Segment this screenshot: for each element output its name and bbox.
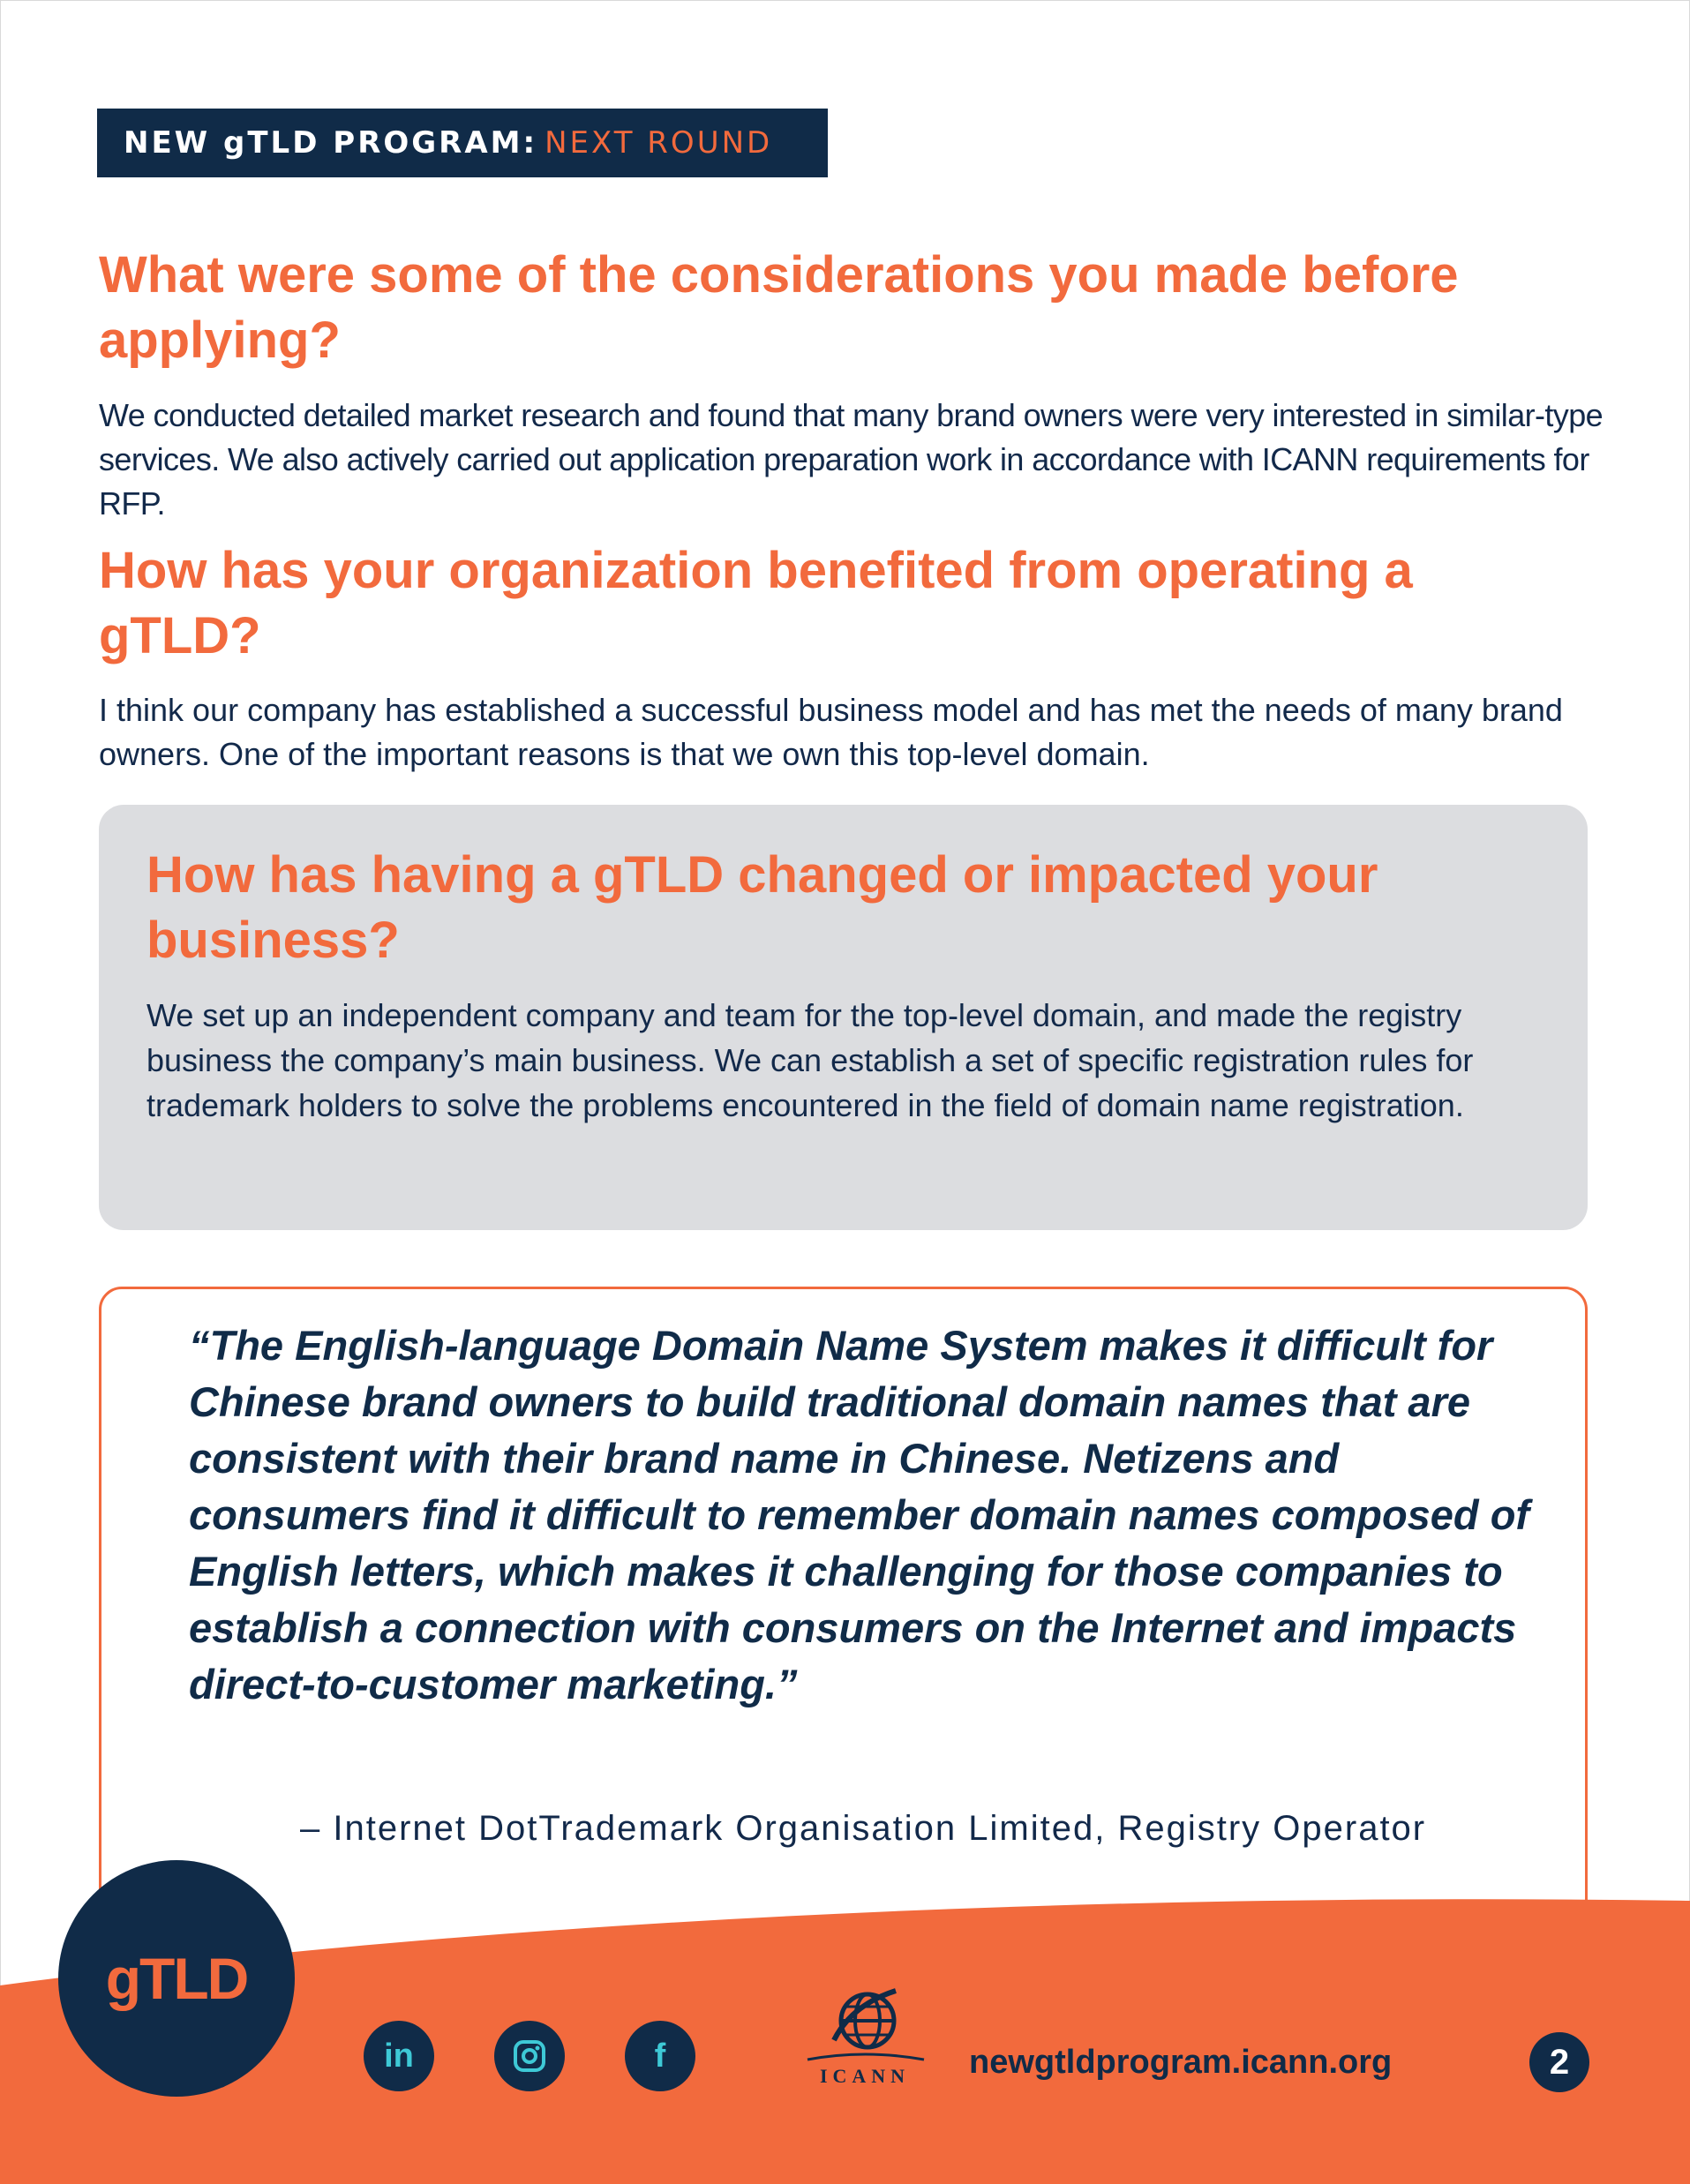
- answer-benefits: I think our company has established a successful business model and has met the needs of many brand owners. One of the important reasons is that we own this top-level domain.: [99, 692, 1563, 772]
- answer-considerations: We conducted detailed market research and found that many brand owners were very interested in similar-type services. We also actively carried out application preparation work in accordance with ICANN requirements for RFP.: [99, 397, 1604, 522]
- linkedin-icon[interactable]: [364, 2021, 434, 2091]
- website-link[interactable]: newgtldprogram.icann.org: [969, 2044, 1393, 2081]
- instagram-icon[interactable]: [494, 2021, 565, 2091]
- program-header-tag: [97, 109, 828, 177]
- question-impact: How has having a gTLD changed or impacted your business?: [146, 846, 1378, 969]
- answer-impact: We set up an independent company and team for the top-level domain, and made the registry business the company’s main business. We can establish a set of specific registration rules for trademark holders to solve the problems encountered in the field of domain name registration.: [146, 997, 1474, 1123]
- icann-logo-text: ICANN: [819, 2065, 911, 2087]
- pull-quote: “The English-language Domain Name System makes it difficult for Chinese brand owners to build traditional domain names that are consistent with their brand name in Chinese. Netizens and consumers find it difficult to remember domain names composed of English letters, which makes it challenging for those companies to establish a connection with consumers on the Internet and impacts direct-to-customer marketing.”: [189, 1322, 1530, 1707]
- instagram-glyph: [512, 2038, 547, 2074]
- gtld-badge-label: gTLD: [105, 1946, 248, 2011]
- program-round: NEXT ROUND: [545, 125, 773, 161]
- question-considerations: What were some of the considerations you made before applying?: [99, 246, 1459, 369]
- linkedin-glyph: in: [384, 2037, 414, 2075]
- page-number: 2: [1529, 2032, 1589, 2092]
- gtld-badge: [58, 1860, 295, 2097]
- question-benefits: How has your organization benefited from operating a gTLD?: [99, 542, 1413, 664]
- program-name: NEW gTLD PROGRAM:: [124, 125, 538, 161]
- facebook-glyph: f: [654, 2037, 666, 2075]
- quote-attribution: – Internet DotTrademark Organisation Limited, Registry Operator: [300, 1809, 1427, 1848]
- facebook-icon[interactable]: [625, 2021, 695, 2091]
